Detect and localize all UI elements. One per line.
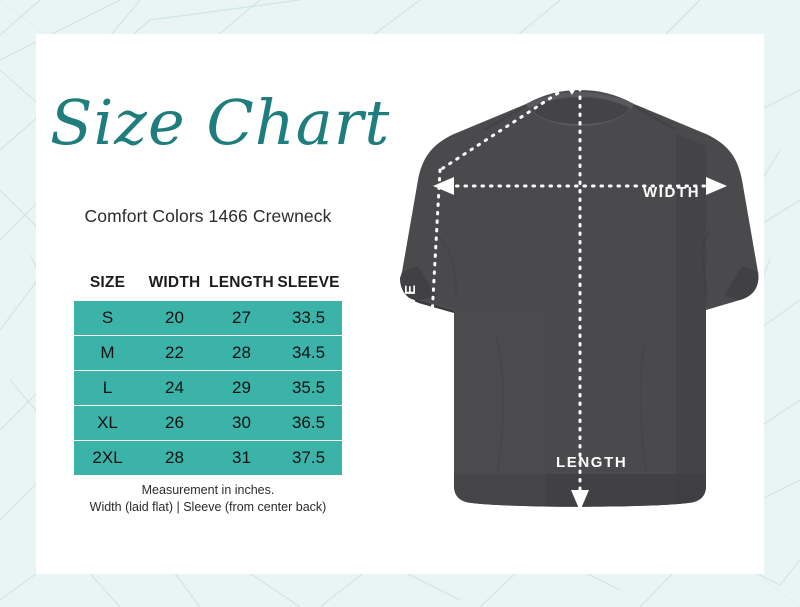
- cell-length: 28: [208, 336, 275, 371]
- column-header-length: LENGTH: [209, 274, 274, 291]
- cell-size: S: [74, 301, 141, 336]
- note-line-2: Width (laid flat) | Sleeve (from center back): [89, 500, 327, 514]
- column-header-size: SIZE: [89, 274, 126, 291]
- size-table-wrapper: [74, 274, 342, 475]
- note-line-1: Measurement in inches.: [141, 483, 275, 497]
- cell-size: L: [74, 371, 141, 406]
- table-row: [74, 406, 342, 441]
- cell-length: 31: [208, 441, 275, 476]
- cell-sleeve: 35.5: [275, 371, 342, 406]
- table-header-row: [74, 274, 342, 301]
- cell-size: XL: [74, 406, 141, 441]
- cell-width: 24: [141, 371, 208, 406]
- cell-width: 28: [141, 441, 208, 476]
- table-row: [74, 301, 342, 336]
- sweatshirt-illustration: [376, 34, 764, 574]
- cell-length: 30: [208, 406, 275, 441]
- sleeve-label: SLEEVE: [402, 283, 419, 352]
- length-label: LENGTH: [556, 454, 628, 471]
- cell-sleeve: 33.5: [275, 301, 342, 336]
- product-subtitle: Comfort Colors 1466 Crewneck: [84, 206, 332, 226]
- size-table-body: [74, 301, 342, 475]
- cell-sleeve: 34.5: [275, 336, 342, 371]
- measurement-note: [46, 482, 370, 516]
- garment-panel: [376, 34, 764, 574]
- cell-sleeve: 36.5: [275, 406, 342, 441]
- cell-width: 20: [141, 301, 208, 336]
- cell-length: 27: [208, 301, 275, 336]
- table-row: [74, 336, 342, 371]
- cell-size: M: [74, 336, 141, 371]
- cell-sleeve: 37.5: [275, 441, 342, 476]
- cell-length: 29: [208, 371, 275, 406]
- table-row: [74, 441, 342, 476]
- page-title: Size Chart: [50, 86, 391, 159]
- cell-width: 26: [141, 406, 208, 441]
- cell-width: 22: [141, 336, 208, 371]
- cell-size: 2XL: [74, 441, 141, 476]
- width-label: WIDTH: [643, 184, 701, 201]
- table-row: [74, 371, 342, 406]
- size-table-head: [74, 274, 342, 301]
- column-header-sleeve: SLEEVE: [277, 274, 340, 291]
- chart-card: [36, 34, 764, 574]
- info-panel: [36, 34, 391, 574]
- column-header-width: WIDTH: [148, 274, 201, 291]
- size-table: [74, 274, 342, 475]
- sweatshirt-shape: [400, 90, 758, 507]
